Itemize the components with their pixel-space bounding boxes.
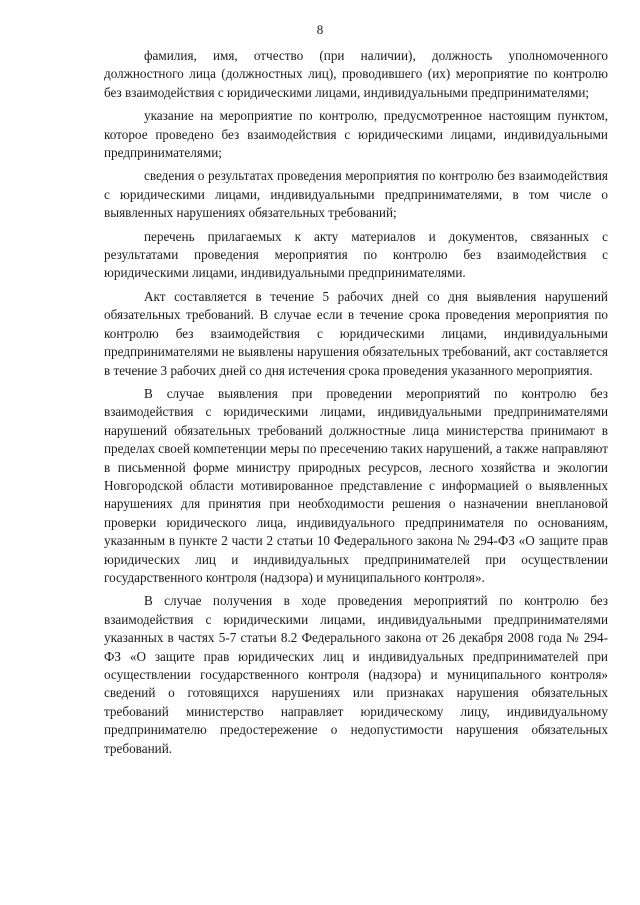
paragraph-7: В случае получения в ходе проведения мероприятий по контролю без взаимодействия с юридическими лицами, индивидуальными предпринимателями указанных в частях 5-7 статьи 8.2 Федерального закона от 26 декабря 2008 года № 294-ФЗ «О защите прав юридических лиц и индивидуальных предпринимателей при осуществлении государственного контроля (надзора) и муниципального контроля» сведений о готовящихся нарушениях или признаках нарушения обязательных требований министерство направляет юридическому лицу, индивидуальному предпринимателю предостережение о недопустимости нарушения обязательных требований. — [104, 593, 608, 756]
paragraph-6: В случае выявления при проведении мероприятий по контролю без взаимодействия с юридическими лицами, индивидуальными предпринимателями нарушений обязательных требований должностные лица министерства принимают в пределах своей компетенции меры по пресечению таких нарушений, а также направляют в письменной форме министру природных ресурсов, лесного хозяйства и экологии Новгородской области мотивированное представление с информацией о выявленных нарушениях для принятия при необходимости решения о назначении внеплановой проверки юридического лица, индивидуального предпринимателя по основаниям, указанным в пункте 2 части 2 статьи 10 Федерального закона № 294-ФЗ «О защите прав юридических лиц и индивидуальных предпринимателей при осуществлении государственного контроля (надзора) и муниципального контроля». — [104, 385, 608, 585]
document-body — [104, 47, 608, 758]
paragraph-5: Акт составляется в течение 5 рабочих дней со дня выявления нарушений обязательных требований. В случае если в течение срока проведения мероприятия по контролю без взаимодействия с юридическими лицами, индивидуальными предпринимателями не выявлены нарушения обязательных требований, акт составляется в течение 3 рабочих дней со дня истечения срока проведения указанного мероприятия. — [104, 288, 608, 378]
paragraph-1: фамилия, имя, отчество (при наличии), должность уполномоченного должностного лица (должностных лиц), проводившего (их) мероприятие по контролю без взаимодействия с юридическими лицами, индивидуальными предпринимателями; — [104, 48, 608, 100]
paragraph-2: указание на мероприятие по контролю, предусмотренное настоящим пунктом, которое проведено без взаимодействия с юридическими лицами, индивидуальными предпринимателями; — [104, 108, 608, 161]
paragraph-3: сведения о результатах проведения мероприятия по контролю без взаимодействия с юридическими лицами, индивидуальными предпринимателями, в том числе о выявленных нарушениях обязательных требований; — [104, 168, 608, 221]
paragraph-4: перечень прилагаемых к акту материалов и документов, связанных с результатами проведения мероприятия по контролю без взаимодействия с юридическими лицами, индивидуальными предпринимателями. — [104, 228, 608, 281]
page-number: 8 — [316, 22, 324, 37]
